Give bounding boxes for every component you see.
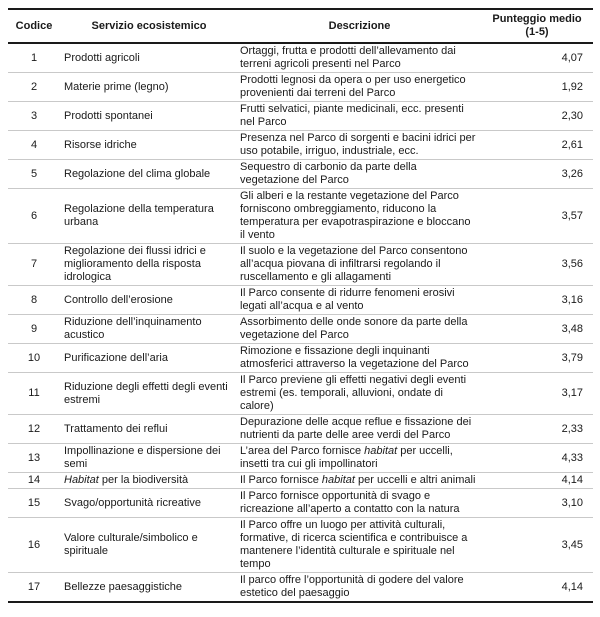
cell-score: 3,56 <box>561 258 583 270</box>
cell-description: Gli alberi e la restante vegetazione del Parco forniscono ombreggiamento, riducono la temperatura per evapotraspirazione e bloccano il vento <box>240 190 471 241</box>
cell-code: 12 <box>27 422 41 435</box>
ecosystem-services-table <box>8 8 593 603</box>
cell-score: 1,92 <box>561 80 583 93</box>
table-row <box>8 286 593 315</box>
cell-description: Prodotti legnosi da opera o per uso energetico provenienti dai terreni del Parco <box>240 74 466 99</box>
cell-description: Ortaggi, frutta e prodotti dell’allevamento dai terreni agricoli presenti nel Parco <box>240 45 456 70</box>
cell-code: 4 <box>30 138 38 151</box>
cell-description: Il Parco fornisce habitat per uccelli e altri animali <box>240 474 476 486</box>
table-row <box>8 444 593 473</box>
table-row <box>8 473 593 489</box>
column-header-punteggio <box>481 9 593 43</box>
cell-description: Frutti selvatici, piante medicinali, ecc. presenti nel Parco <box>240 103 464 128</box>
cell-service: Controllo dell’erosione <box>64 293 173 306</box>
cell-description: Depurazione delle acque reflue e fissazione dei nutrienti da parte delle aree verdi del Parco <box>240 416 472 441</box>
cell-code: 17 <box>27 580 41 593</box>
cell-service: Prodotti agricoli <box>64 51 140 64</box>
cell-score: 3,10 <box>561 496 583 509</box>
cell-code: 10 <box>27 351 41 364</box>
header-row <box>8 9 593 43</box>
cell-service: Risorse idriche <box>64 138 137 151</box>
cell-code: 16 <box>27 538 41 551</box>
table-row <box>8 43 593 73</box>
cell-service: Prodotti spontanei <box>64 109 153 122</box>
cell-service: Purificazione dell’aria <box>64 351 168 364</box>
cell-code: 2 <box>30 80 38 93</box>
table-row <box>8 244 593 286</box>
column-header-descrizione: Descrizione <box>328 19 391 32</box>
table-row <box>8 189 593 244</box>
cell-score: 3,16 <box>561 293 583 306</box>
cell-code: 1 <box>30 51 38 64</box>
cell-description: Assorbimento delle onde sonore da parte della vegetazione del Parco <box>240 316 468 341</box>
cell-score: 2,61 <box>561 138 583 151</box>
table-row <box>8 315 593 344</box>
cell-description: Il suolo e la vegetazione del Parco consentono all’acqua piovana di infiltrarsi regolando il ruscellamento e gli allagamenti <box>240 245 468 283</box>
table-row <box>8 344 593 373</box>
cell-code: 9 <box>30 322 38 335</box>
cell-score: 4,14 <box>561 474 583 486</box>
cell-service: Riduzione dell’inquinamento acustico <box>64 316 202 341</box>
cell-service: Regolazione dei flussi idrici e miglioramento della risposta idrologica <box>64 245 206 283</box>
cell-score: 4,33 <box>561 451 583 464</box>
cell-description: Il Parco consente di ridurre fenomeni erosivi legati all’acqua e al vento <box>240 287 455 312</box>
cell-score: 4,14 <box>561 580 583 593</box>
cell-description: Presenza nel Parco di sorgenti e bacini idrici per uso potabile, irriguo, industriale, ecc. <box>240 132 476 157</box>
cell-code: 5 <box>30 167 38 180</box>
cell-score: 3,26 <box>561 167 583 180</box>
table-row <box>8 415 593 444</box>
table-row <box>8 489 593 518</box>
table-row <box>8 160 593 189</box>
table-row <box>8 573 593 603</box>
cell-description: Il Parco previene gli effetti negativi degli eventi estremi (es. temporali, alluvioni, ondate di calore) <box>240 374 467 412</box>
cell-score: 3,45 <box>561 538 583 551</box>
table-row <box>8 102 593 131</box>
cell-description: Il Parco offre un luogo per attività culturali, formative, di ricerca scientifica e contribuisce a mantenere l’identità culturale e spirituale nel tempo <box>240 519 468 570</box>
column-header-punteggio-line1: Punteggio medio <box>492 13 582 25</box>
cell-score: 3,17 <box>561 387 583 399</box>
cell-score: 2,30 <box>561 109 583 122</box>
cell-description: L’area del Parco fornisce habitat per uccelli, insetti tra cui gli impollinatori <box>240 445 453 470</box>
cell-service: Riduzione degli effetti degli eventi estremi <box>64 380 228 406</box>
cell-score: 3,57 <box>561 209 583 222</box>
cell-service: Trattamento dei reflui <box>64 422 168 435</box>
cell-score: 3,79 <box>561 351 583 364</box>
cell-service: Habitat per la biodiversità <box>64 474 189 486</box>
table-body <box>8 43 593 602</box>
table-row <box>8 131 593 160</box>
cell-score: 3,48 <box>561 322 583 335</box>
cell-service: Svago/opportunità ricreative <box>64 496 201 509</box>
cell-score: 2,33 <box>561 422 583 435</box>
cell-code: 7 <box>30 258 38 270</box>
cell-description: Rimozione e fissazione degli inquinanti atmosferici attraverso la vegetazione del Parco <box>240 345 469 370</box>
cell-service: Regolazione del clima globale <box>64 167 211 180</box>
cell-code: 15 <box>27 496 41 509</box>
column-header-servizio: Servizio ecosistemico <box>91 19 207 32</box>
table-row <box>8 73 593 102</box>
cell-code: 6 <box>30 209 38 222</box>
cell-description: Il Parco fornisce opportunità di svago e ricreazione all’aperto a contatto con la natura <box>240 490 460 515</box>
cell-service: Bellezze paesaggistiche <box>64 580 183 593</box>
cell-score: 4,07 <box>561 51 583 64</box>
column-header-codice: Codice <box>15 19 53 32</box>
cell-code: 14 <box>27 474 41 486</box>
table-row <box>8 518 593 573</box>
column-header-punteggio-line2: (1-5) <box>525 26 549 38</box>
cell-service: Materie prime (legno) <box>64 80 169 93</box>
cell-code: 13 <box>27 451 41 464</box>
cell-description: Sequestro di carbonio da parte della vegetazione del Parco <box>240 161 417 186</box>
cell-code: 11 <box>28 387 40 399</box>
cell-code: 8 <box>30 293 38 306</box>
cell-service: Impollinazione e dispersione dei semi <box>64 445 221 470</box>
cell-service: Valore culturale/simbolico e spirituale <box>64 532 198 557</box>
cell-description: Il parco offre l’opportunità di godere del valore estetico del paesaggio <box>240 574 464 599</box>
table-row <box>8 373 593 415</box>
cell-service: Regolazione della temperatura urbana <box>64 203 214 228</box>
cell-code: 3 <box>30 109 38 122</box>
